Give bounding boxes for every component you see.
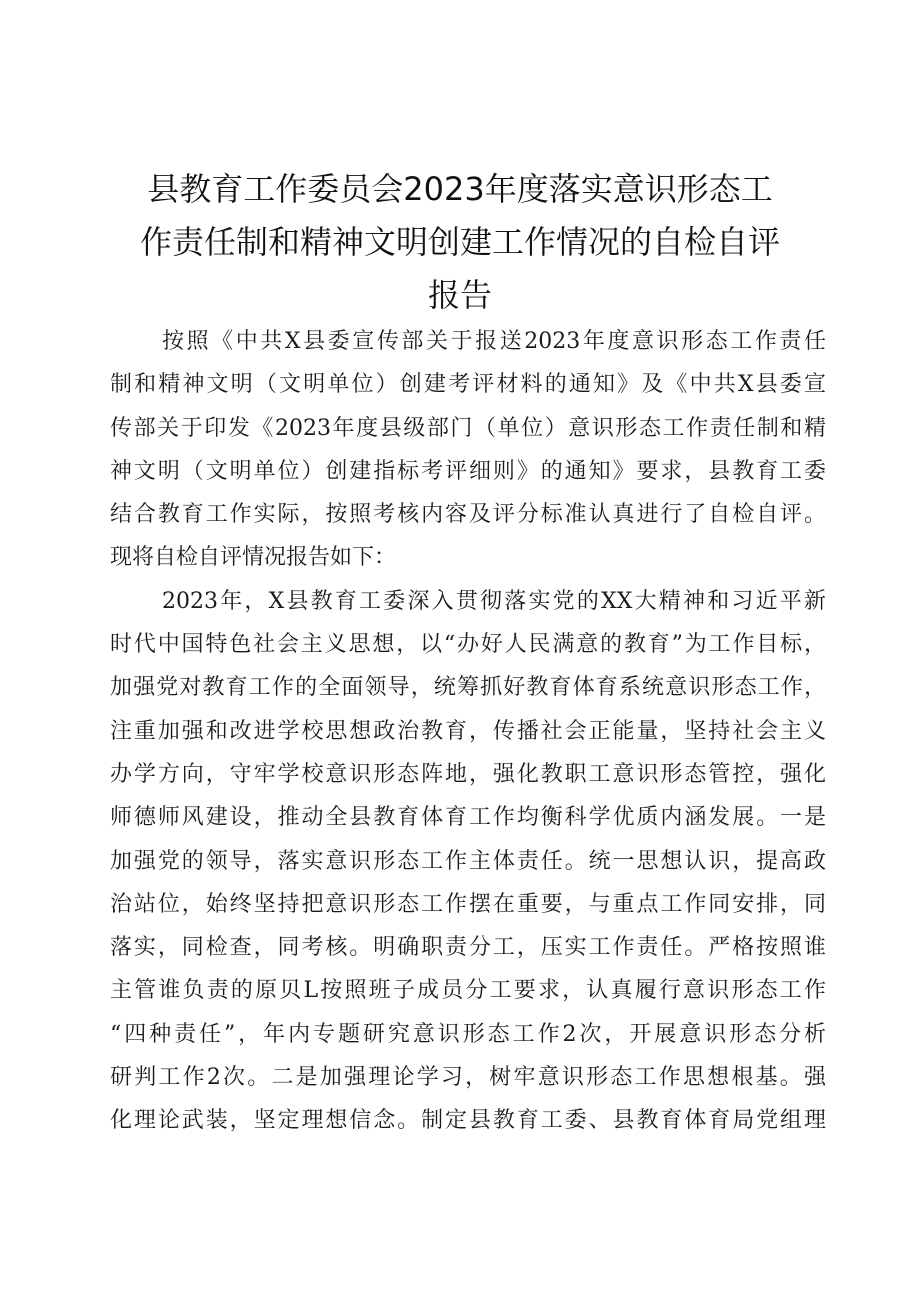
paragraph-line: 师德师风建设，推动全县教育体育工作均衡科学优质内涵发展。一是: [110, 805, 826, 831]
paragraph-line: 结合教育工作实际，按照考核内容及评分标准认真进行了自检自评。: [110, 502, 826, 528]
paragraph-line: 传部关于印发《2023年度县级部门（单位）意识形态工作责任制和精: [110, 415, 826, 441]
paragraph-line: 加强党的领导，落实意识形态工作主体责任。统一思想认识，提高政: [110, 848, 826, 874]
paragraph-line: 现将自检自评情况报告如下：: [110, 545, 397, 571]
document-title: [100, 163, 820, 322]
title-line-1: 县教育工作委员会2023年度落实意识形态工: [147, 170, 773, 208]
paragraph-line: 化理论武装，坚定理想信念。制定县教育工委、县教育体育局党组理: [110, 1108, 826, 1134]
paragraph-line: 治站位，始终坚持把意识形态工作摆在重要，与重点工作同安排，同: [110, 891, 826, 917]
document-body: [110, 320, 826, 1143]
paragraph-line: 主管谁负责的原贝L按照班子成员分工要求，认真履行意识形态工作: [110, 978, 826, 1004]
paragraph-line: 2023年，X县教育工委深入贯彻落实党的XX大精神和习近平新: [162, 588, 826, 614]
paragraph-line: “四种责任”，年内专题研究意识形态工作2次，开展意识形态分析: [110, 1021, 826, 1047]
paragraph-intro: [110, 320, 826, 580]
paragraph-line: 时代中国特色社会主义思想，以“办好人民满意的教育”为工作目标，: [110, 632, 826, 658]
paragraph-line: 研判工作2次。二是加强理论学习，树牢意识形态工作思想根基。强: [110, 1065, 826, 1091]
paragraph-line: 办学方向，守牢学校意识形态阵地，强化教职工意识形态管控，强化: [110, 761, 826, 787]
paragraph-line: 落实，同检查，同考核。明确职责分工，压实工作责任。严格按照谁: [110, 935, 826, 961]
paragraph-line: 按照《中共X县委宣传部关于报送2023年度意识形态工作责任: [162, 329, 826, 354]
paragraph-main: [110, 580, 826, 1143]
title-line-2: 作责任制和精神文明创建工作情况的自检自评: [139, 223, 780, 261]
paragraph-line: 加强党对教育工作的全面领导，统筹抓好教育体育系统意识形态工作，: [110, 675, 826, 701]
paragraph-line: 注重加强和改进学校思想政治教育，传播社会正能量，坚持社会主义: [110, 718, 826, 744]
paragraph-line: 制和精神文明（文明单位）创建考评材料的通知》及《中共X县委宣: [110, 372, 826, 398]
title-line-3: 报告: [427, 276, 492, 314]
paragraph-line: 神文明（文明单位）创建指标考评细则》的通知》要求，县教育工委: [110, 458, 826, 484]
